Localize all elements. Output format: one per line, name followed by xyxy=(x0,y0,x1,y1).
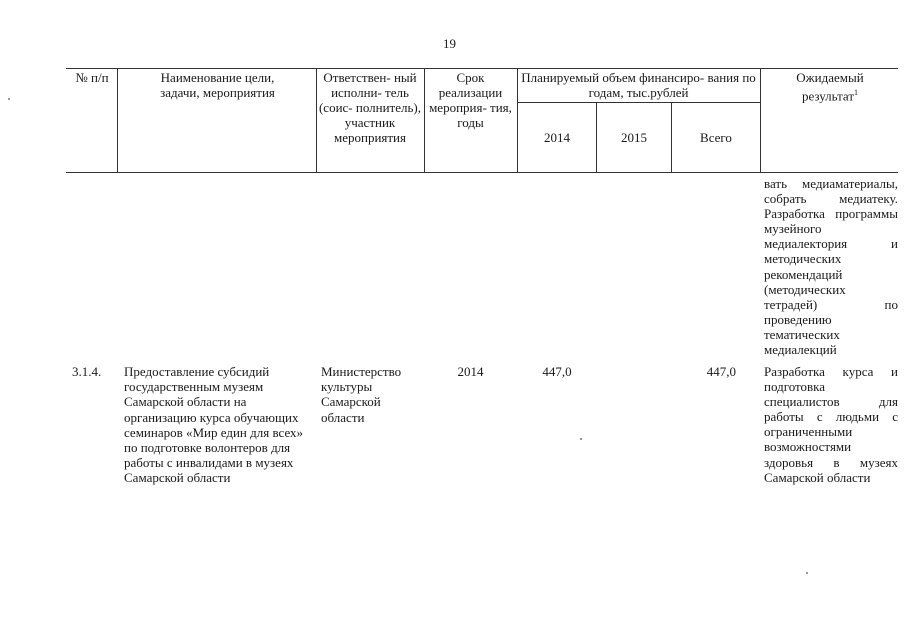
header-funding: Планируемый объем финансиро- вания по годам, тыс.рублей xyxy=(521,70,756,100)
row-responsible: Министерство культуры Самарской области xyxy=(321,364,402,425)
row-expected-result: Разработка курса и подготовка специалистов для работы с людьми с ограниченными возможностями здоровья в музеях Самарской области xyxy=(764,364,898,485)
header-number: № п/п xyxy=(75,70,109,85)
header-term: Срок реализации мероприя- тия, годы xyxy=(429,70,512,130)
funding-subheader-border xyxy=(517,102,760,103)
header-year-2014: 2014 xyxy=(544,130,570,145)
header-expected-result-label: Ожидаемый результат xyxy=(796,70,864,104)
scan-speck xyxy=(580,438,582,440)
row-amount-2014: 447,0 xyxy=(542,364,572,379)
header-year-2015: 2015 xyxy=(621,130,647,145)
continued-result-text: вать медиаматериалы, собрать медиатеку. Разработка программы музейного медиалектория и методических рекомендаций (методических тетрадей) по проведению тематических медиалекций xyxy=(764,176,898,358)
scan-speck xyxy=(8,98,10,100)
row-number: 3.1.4. xyxy=(72,364,102,379)
column-divider xyxy=(424,68,425,172)
header-top-border xyxy=(66,68,898,69)
header-bottom-border xyxy=(66,172,898,173)
header-activity-name: Наименование цели, задачи, мероприятия xyxy=(160,70,275,100)
header-total: Всего xyxy=(700,130,732,145)
header-responsible: Ответствен- ный исполни- тель (соис- полнитель), участник мероприятия xyxy=(318,70,422,145)
column-divider xyxy=(760,68,761,172)
row-total: 447,0 xyxy=(706,364,736,379)
row-activity-name: Предоставление субсидий государственным музеям Самарской области на организацию курса обучающих семинаров «Мир един для всех» по подготовке волонтеров для работы с инвалидами в музеях Самарской области xyxy=(124,364,304,486)
footnote-marker: 1 xyxy=(854,88,859,97)
header-expected-result xyxy=(776,70,884,103)
column-divider xyxy=(316,68,317,172)
scan-speck xyxy=(806,572,808,574)
column-divider xyxy=(117,68,118,172)
column-divider xyxy=(517,68,518,172)
page-number: 19 xyxy=(443,36,456,51)
row-term: 2014 xyxy=(457,364,484,379)
